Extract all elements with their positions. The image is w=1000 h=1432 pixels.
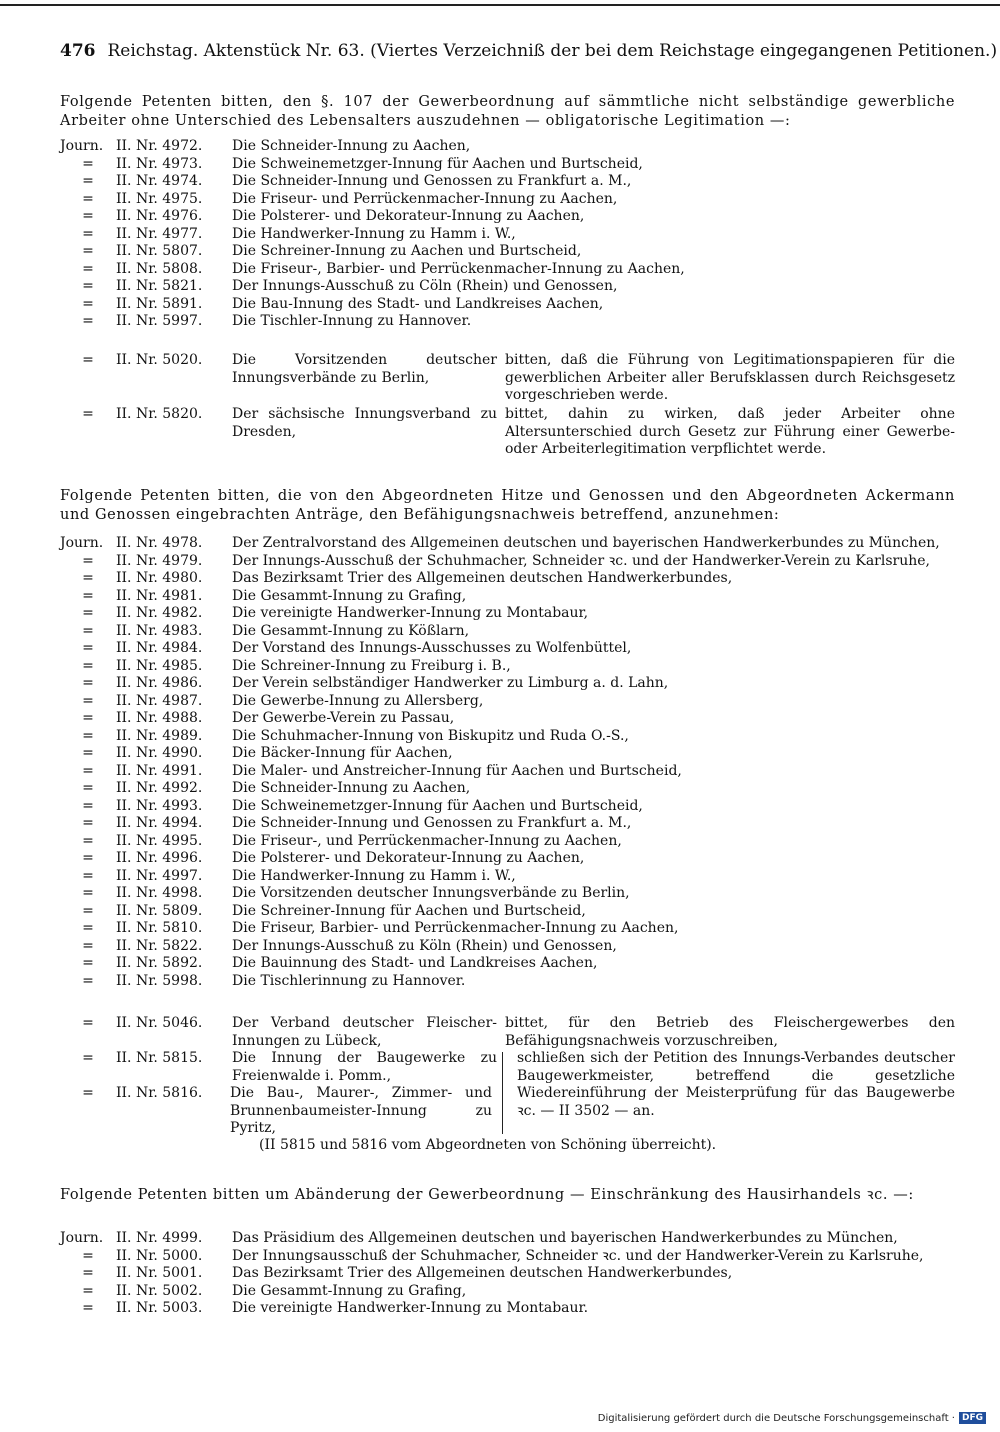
petitioner-name: Die Bauinnung des Stadt- und Landkreises Aachen, bbox=[232, 955, 598, 971]
petition-row bbox=[60, 278, 960, 296]
petition-number: II. Nr. 4985. bbox=[116, 657, 203, 674]
petition-row bbox=[60, 850, 960, 868]
petitioner-name: Die Schuhmacher-Innung von Biskupitz und Ruda O.-S., bbox=[232, 727, 629, 744]
petitioner-name: Die Schweinemetzger-Innung für Aachen und Burtscheid, bbox=[232, 155, 643, 172]
petition-row bbox=[60, 920, 960, 938]
petition-row bbox=[60, 1265, 960, 1283]
petitioner-name: Der Innungs-Ausschuß der Schuhmacher, Schneider ꝛc. und der Handwerker-Verein zu Karlsruhe, bbox=[232, 552, 930, 569]
petition-row bbox=[60, 1230, 960, 1248]
journal-marker: = bbox=[82, 745, 94, 761]
journal-marker: = bbox=[82, 832, 94, 849]
petition-row bbox=[60, 313, 960, 331]
dfg-logo: DFG bbox=[959, 1412, 986, 1424]
petition-number: II. Nr. 5809. bbox=[116, 902, 203, 919]
petitioner-name: Der Verein selbständiger Handwerker zu Limburg a. d. Lahn, bbox=[232, 675, 669, 691]
journal-marker: = bbox=[82, 692, 94, 709]
journal-marker: = bbox=[82, 780, 94, 796]
petitioner-name: Die Friseur-, und Perrückenmacher-Innung zu Aachen, bbox=[232, 832, 622, 849]
petition-number: II. Nr. 4996. bbox=[116, 850, 203, 866]
petitioner-name: Die Friseur, Barbier- und Perrückenmacher-Innung zu Aachen, bbox=[232, 920, 679, 936]
petition-row bbox=[60, 640, 960, 658]
petition-row bbox=[60, 1248, 960, 1266]
journal-marker: Journ. bbox=[60, 138, 104, 154]
journal-marker: = bbox=[82, 657, 94, 674]
petitioner-name: Die vereinigte Handwerker-Innung zu Montabaur, bbox=[232, 605, 589, 621]
petitioner-name: Die Schneider-Innung und Genossen zu Frankfurt a. M., bbox=[232, 173, 632, 189]
section1-pair-5020 bbox=[60, 352, 955, 405]
petition-row bbox=[60, 138, 960, 156]
petition-row bbox=[60, 605, 960, 623]
petitioner-name: Die Gesammt-Innung zu Grafing, bbox=[232, 587, 467, 604]
pair-petent: Die Bau-, Maurer-, Zimmer- und Brunnenbaumeister-Innung zu Pyritz, bbox=[230, 1085, 492, 1136]
journal-marker: = bbox=[82, 552, 94, 569]
pair-petent: Die Vorsitzenden deutscher Innungsverbände zu Berlin, bbox=[232, 352, 497, 386]
petition-row bbox=[60, 623, 960, 641]
journal-marker: = bbox=[82, 155, 94, 172]
pair-ref: = II. Nr. 5815. bbox=[82, 1050, 203, 1066]
pair-ask: bittet, für den Betrieb des Fleischergewerbes den Befähigungsnachweis vorzuschreiben, bbox=[505, 1015, 955, 1049]
petition-number: II. Nr. 4994. bbox=[116, 815, 203, 831]
journal-marker: = bbox=[82, 190, 94, 207]
group-ask: schließen sich der Petition des Innungs-Verbandes deutscher Baugewerkmeister, betreffend die gesetzliche Wiedereinführung der Meisterprüfung für das Baugewerbe ꝛc. — II 3502 — an. bbox=[517, 1050, 955, 1119]
petitioner-name: Die Bau-Innung des Stadt- und Landkreises Aachen, bbox=[232, 295, 604, 312]
section3-intro: Folgende Petenten bitten um Abänderung der Gewerbeordnung — Einschränkung des Hausirhandels ꝛc. —: bbox=[60, 1187, 914, 1203]
petition-row bbox=[60, 191, 960, 209]
section1-intro: Folgende Petenten bitten, den §. 107 der Gewerbeordnung auf sämmtliche nicht selbständige gewerbliche Arbeiter ohne Unterschied des Lebensalters auszudehnen — obligatorische Legitimation —: bbox=[60, 94, 955, 129]
petitioner-name: Das Bezirksamt Trier des Allgemeinen deutschen Handwerkerbundes, bbox=[232, 1265, 733, 1281]
petition-number: II. Nr. 4973. bbox=[116, 155, 203, 172]
petition-row bbox=[60, 675, 960, 693]
petitioner-name: Die Maler- und Anstreicher-Innung für Aachen und Burtscheid, bbox=[232, 762, 682, 779]
group-note: (II 5815 und 5816 vom Abgeordneten von Schöning überreicht). bbox=[259, 1137, 717, 1153]
journal-marker: = bbox=[82, 867, 94, 884]
credit-text: Digitalisierung gefördert durch die Deutsche Forschungsgemeinschaft · bbox=[597, 1412, 955, 1424]
petition-row bbox=[60, 938, 960, 956]
petition-row bbox=[60, 780, 960, 798]
petitioner-name: Die Handwerker-Innung zu Hamm i. W., bbox=[232, 867, 516, 884]
petitioner-name: Die Schreiner-Innung für Aachen und Burtscheid, bbox=[232, 902, 586, 919]
petition-row bbox=[60, 693, 960, 711]
petition-number: II. Nr. 5998. bbox=[116, 972, 203, 989]
petition-row bbox=[60, 903, 960, 921]
journal-marker: = bbox=[82, 675, 94, 691]
journal-marker: = bbox=[82, 587, 94, 604]
page-number: 476 bbox=[60, 41, 96, 61]
petition-row bbox=[60, 833, 960, 851]
page-header bbox=[60, 41, 998, 61]
petition-number: II. Nr. 4974. bbox=[116, 173, 203, 189]
top-rule bbox=[0, 4, 1000, 6]
pair-ask: bitten, daß die Führung von Legitimationspapieren für die gewerblichen Arbeiter aller Berufsklassen durch Reichsgesetz vorgeschrieben werde. bbox=[505, 352, 955, 403]
petition-number: II. Nr. 4986. bbox=[116, 675, 203, 691]
petitioner-name: Die Friseur-, Barbier- und Perrückenmacher-Innung zu Aachen, bbox=[232, 260, 685, 277]
petition-row bbox=[60, 261, 960, 279]
section3-list bbox=[60, 1230, 960, 1318]
pair-ask: bittet, dahin zu wirken, daß jeder Arbeiter ohne Altersunterschied durch Gesetz zur Führung einer Gewerbe- oder Arbeiterlegitimation verpflichtet werde. bbox=[505, 406, 955, 457]
journal-marker: = bbox=[82, 1247, 94, 1264]
petition-row bbox=[60, 156, 960, 174]
petitioner-name: Der Innungsausschuß der Schuhmacher, Schneider ꝛc. und der Handwerker-Verein zu Karlsruhe, bbox=[232, 1247, 924, 1264]
petition-number: II. Nr. 4984. bbox=[116, 640, 203, 656]
journal-marker: = bbox=[82, 920, 94, 936]
petition-number: II. Nr. 5002. bbox=[116, 1282, 203, 1299]
journal-marker: = bbox=[82, 727, 94, 744]
petitioner-name: Die Vorsitzenden deutscher Innungsverbände zu Berlin, bbox=[232, 885, 630, 901]
petitioner-name: Die Handwerker-Innung zu Hamm i. W., bbox=[232, 225, 516, 242]
journal-marker: = bbox=[82, 850, 94, 866]
petition-row bbox=[60, 296, 960, 314]
journal-marker: = bbox=[82, 1265, 94, 1281]
section2-list bbox=[60, 535, 960, 990]
petitioner-name: Der Innungs-Ausschuß zu Köln (Rhein) und Genossen, bbox=[232, 937, 617, 954]
pair-petent: Der sächsische Innungsverband zu Dresden, bbox=[232, 406, 497, 440]
petition-number: II. Nr. 4983. bbox=[116, 622, 203, 639]
petitioner-name: Die Schneider-Innung zu Aachen, bbox=[232, 780, 471, 796]
petitioner-name: Die Friseur- und Perrückenmacher-Innung zu Aachen, bbox=[232, 190, 618, 207]
petition-row bbox=[60, 885, 960, 903]
petition-number: II. Nr. 4998. bbox=[116, 885, 203, 901]
petition-number: II. Nr. 4972. bbox=[116, 138, 203, 154]
petition-row bbox=[60, 973, 960, 991]
pair-ref: = II. Nr. 5020. bbox=[82, 352, 203, 368]
petitioner-name: Die Schneider-Innung und Genossen zu Frankfurt a. M., bbox=[232, 815, 632, 831]
petition-number: II. Nr. 4979. bbox=[116, 552, 203, 569]
journal-marker: = bbox=[82, 605, 94, 621]
petition-row bbox=[60, 1300, 960, 1318]
pair-ref: = II. Nr. 5046. bbox=[82, 1015, 203, 1031]
petition-number: II. Nr. 4981. bbox=[116, 587, 203, 604]
petition-number: II. Nr. 4999. bbox=[116, 1230, 203, 1246]
petition-number: II. Nr. 5997. bbox=[116, 313, 203, 329]
petition-number: II. Nr. 5000. bbox=[116, 1247, 203, 1264]
petition-number: II. Nr. 4991. bbox=[116, 762, 203, 779]
petition-number: II. Nr. 5003. bbox=[116, 1300, 203, 1316]
journal-marker: = bbox=[82, 278, 94, 294]
petition-number: II. Nr. 4975. bbox=[116, 190, 203, 207]
petition-row bbox=[60, 815, 960, 833]
section1-pair-5820 bbox=[60, 406, 955, 459]
petitioner-name: Die Schreiner-Innung zu Aachen und Burtscheid, bbox=[232, 243, 582, 259]
petition-number: II. Nr. 5001. bbox=[116, 1265, 203, 1281]
petitioner-name: Die vereinigte Handwerker-Innung zu Montabaur. bbox=[232, 1300, 589, 1316]
petitioner-name: Die Schreiner-Innung zu Freiburg i. B., bbox=[232, 657, 511, 674]
journal-marker: = bbox=[82, 640, 94, 656]
petition-number: II. Nr. 4992. bbox=[116, 780, 203, 796]
petition-row bbox=[60, 763, 960, 781]
petition-number: II. Nr. 4990. bbox=[116, 745, 203, 761]
petition-number: II. Nr. 5808. bbox=[116, 260, 203, 277]
petitioner-name: Die Gesammt-Innung zu Kößlarn, bbox=[232, 622, 470, 639]
petition-row bbox=[60, 745, 960, 763]
petition-number: II. Nr. 4977. bbox=[116, 225, 203, 242]
petitioner-name: Die Bäcker-Innung für Aachen, bbox=[232, 745, 453, 761]
journal-marker: Journ. bbox=[60, 535, 104, 551]
petition-number: II. Nr. 5892. bbox=[116, 955, 203, 971]
petition-number: II. Nr. 5807. bbox=[116, 243, 203, 259]
petition-row bbox=[60, 553, 960, 571]
petitioner-name: Die Tischlerinnung zu Hannover. bbox=[232, 972, 466, 989]
journal-marker: = bbox=[82, 225, 94, 242]
petition-row bbox=[60, 588, 960, 606]
petitioner-name: Der Innungs-Ausschuß zu Cöln (Rhein) und Genossen, bbox=[232, 278, 618, 294]
petition-number: II. Nr. 4995. bbox=[116, 832, 203, 849]
petition-number: II. Nr. 4978. bbox=[116, 535, 203, 551]
petitioner-name: Der Gewerbe-Verein zu Passau, bbox=[232, 710, 455, 726]
journal-marker: = bbox=[82, 972, 94, 989]
pair-petent: Der Verband deutscher Fleischer-Innungen zu Lübeck, bbox=[232, 1015, 497, 1049]
journal-marker: = bbox=[82, 260, 94, 277]
petitioner-name: Die Gewerbe-Innung zu Allersberg, bbox=[232, 692, 484, 709]
pair-petent: Die Innung der Baugewerke zu Freienwalde i. Pomm., bbox=[232, 1050, 497, 1084]
petition-number: II. Nr. 4976. bbox=[116, 208, 203, 224]
petitioner-name: Der Zentralvorstand des Allgemeinen deutschen und bayerischen Handwerkerbundes zu München, bbox=[232, 535, 940, 551]
section2-pair-5046 bbox=[60, 1015, 955, 1050]
petition-number: II. Nr. 5810. bbox=[116, 920, 203, 936]
pair-ref: = II. Nr. 5816. bbox=[82, 1085, 203, 1101]
petition-number: II. Nr. 4989. bbox=[116, 727, 203, 744]
petitioner-name: Die Schneider-Innung zu Aachen, bbox=[232, 138, 471, 154]
petition-row bbox=[60, 955, 960, 973]
group-brace bbox=[502, 1052, 503, 1134]
petition-row bbox=[60, 868, 960, 886]
petition-number: II. Nr. 5822. bbox=[116, 937, 203, 954]
petition-row bbox=[60, 658, 960, 676]
journal-marker: = bbox=[82, 1300, 94, 1316]
petition-number: II. Nr. 5821. bbox=[116, 278, 203, 294]
section1-list bbox=[60, 138, 960, 331]
petitioner-name: Die Polsterer- und Dekorateur-Innung zu Aachen, bbox=[232, 208, 585, 224]
petition-number: II. Nr. 4993. bbox=[116, 797, 203, 814]
petition-row bbox=[60, 243, 960, 261]
petitioner-name: Die Gesammt-Innung zu Grafing, bbox=[232, 1282, 467, 1299]
petitioner-name: Die Polsterer- und Dekorateur-Innung zu Aachen, bbox=[232, 850, 585, 866]
page-title: Reichstag. Aktenstück Nr. 63. (Viertes Verzeichniß der bei dem Reichstage eingegangenen Petitionen.) bbox=[107, 41, 998, 61]
journal-marker: = bbox=[82, 173, 94, 189]
section2-group-5816 bbox=[60, 1085, 500, 1138]
journal-marker: = bbox=[82, 1282, 94, 1299]
petition-number: II. Nr. 5891. bbox=[116, 295, 203, 312]
petitioner-name: Die Tischler-Innung zu Hannover. bbox=[232, 313, 472, 329]
petition-row bbox=[60, 173, 960, 191]
petition-number: II. Nr. 4980. bbox=[116, 570, 203, 586]
petition-number: II. Nr. 4982. bbox=[116, 605, 203, 621]
petition-row bbox=[60, 710, 960, 728]
petition-row bbox=[60, 1283, 960, 1301]
journal-marker: = bbox=[82, 622, 94, 639]
journal-marker: = bbox=[82, 885, 94, 901]
pair-ref: = II. Nr. 5820. bbox=[82, 406, 203, 422]
petition-number: II. Nr. 4997. bbox=[116, 867, 203, 884]
petition-row bbox=[60, 535, 960, 553]
petition-row bbox=[60, 798, 960, 816]
section2-intro: Folgende Petenten bitten, die von den Abgeordneten Hitze und Genossen und den Abgeordneten Ackermann und Genossen eingebrachten Anträge, den Befähigungsnachweis betreffend, anzunehmen: bbox=[60, 488, 955, 523]
journal-marker: = bbox=[82, 937, 94, 954]
journal-marker: = bbox=[82, 902, 94, 919]
journal-marker: = bbox=[82, 815, 94, 831]
journal-marker: = bbox=[82, 762, 94, 779]
petition-row bbox=[60, 570, 960, 588]
journal-marker: = bbox=[82, 797, 94, 814]
journal-marker: = bbox=[82, 570, 94, 586]
petitioner-name: Das Bezirksamt Trier des Allgemeinen deutschen Handwerkerbundes, bbox=[232, 570, 733, 586]
petition-number: II. Nr. 4988. bbox=[116, 710, 203, 726]
petition-number: II. Nr. 4987. bbox=[116, 692, 203, 709]
journal-marker: = bbox=[82, 295, 94, 312]
journal-marker: = bbox=[82, 208, 94, 224]
journal-marker: Journ. bbox=[60, 1230, 104, 1246]
petitioner-name: Der Vorstand des Innungs-Ausschusses zu Wolfenbüttel, bbox=[232, 640, 632, 656]
dfg-credit bbox=[598, 1412, 986, 1424]
journal-marker: = bbox=[82, 243, 94, 259]
petition-row bbox=[60, 728, 960, 746]
petition-row bbox=[60, 208, 960, 226]
petition-row bbox=[60, 226, 960, 244]
petitioner-name: Das Präsidium des Allgemeinen deutschen und bayerischen Handwerkerbundes zu München, bbox=[232, 1230, 898, 1246]
journal-marker: = bbox=[82, 710, 94, 726]
journal-marker: = bbox=[82, 313, 94, 329]
petitioner-name: Die Schweinemetzger-Innung für Aachen und Burtscheid, bbox=[232, 797, 643, 814]
journal-marker: = bbox=[82, 955, 94, 971]
